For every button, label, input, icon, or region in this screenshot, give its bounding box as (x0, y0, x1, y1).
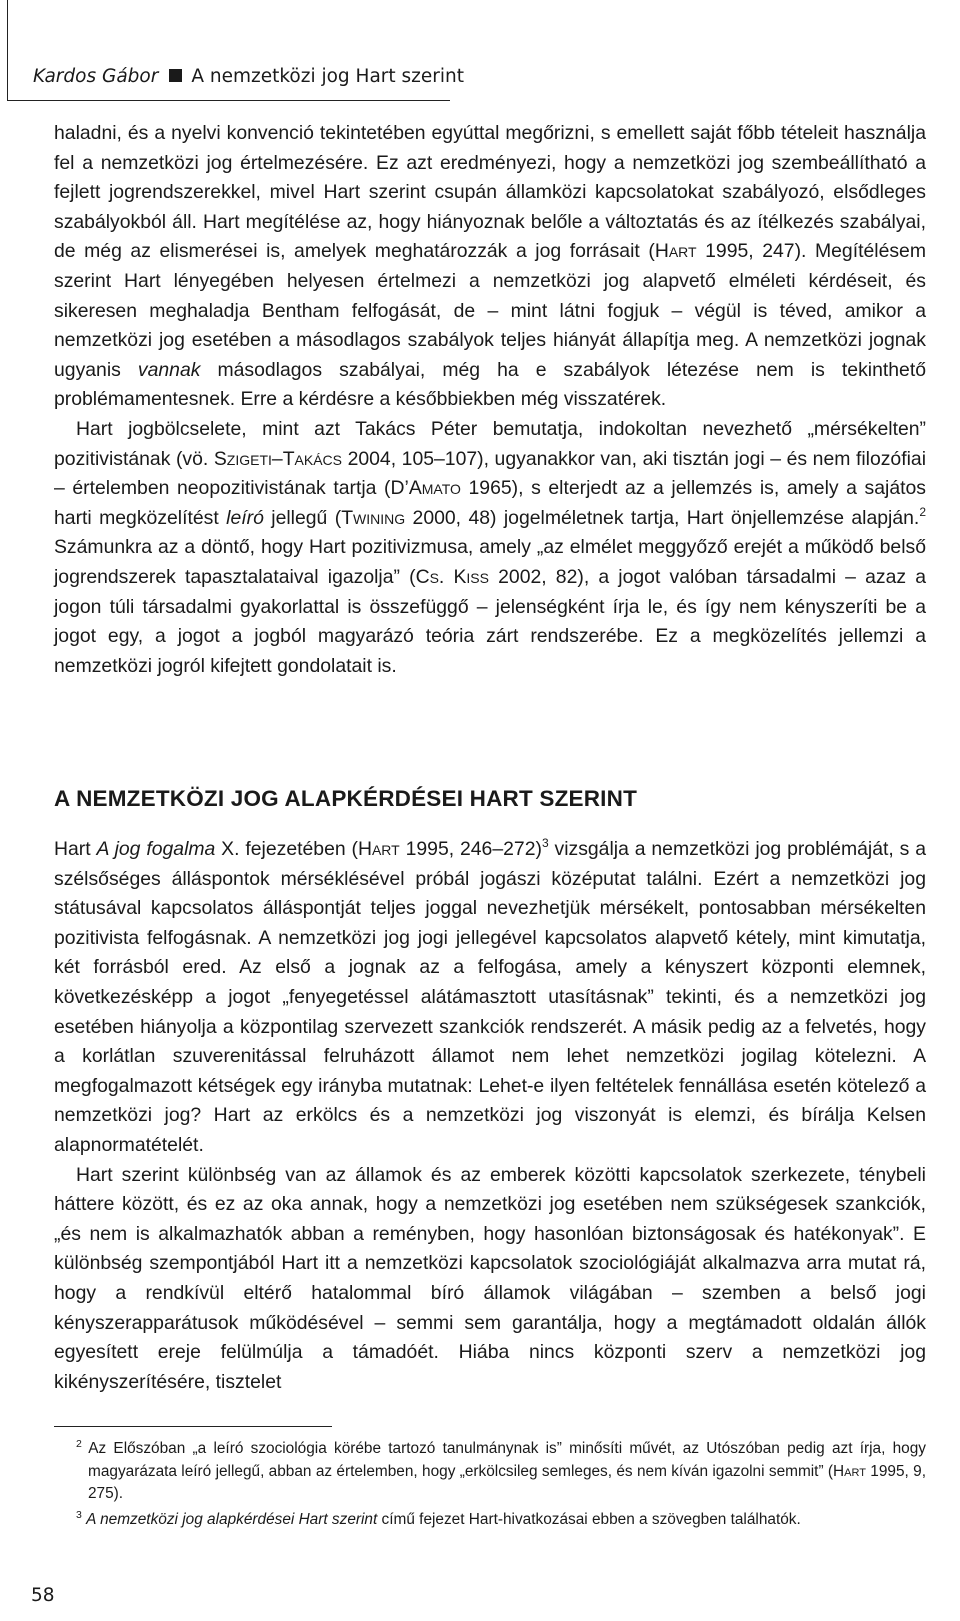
section-heading: A NEMZETKÖZI JOG ALAPKÉRDÉSEI HART SZERINT (54, 786, 638, 811)
paragraph-3 (54, 835, 926, 1161)
header-author: Kardos Gábor (33, 66, 159, 87)
header-vertical-rule (7, 0, 8, 100)
emphasis-vannak: vannak (137, 358, 201, 381)
footnote-ref-2[interactable]: 2 (919, 504, 927, 519)
footnote-rule (54, 1426, 332, 1427)
p2-text-b: 2004, 105–107), ugyanakkor van, aki tisztán jogi – és nem filozófiai – értelemben neopozitivistának tartja (D’ (54, 447, 927, 500)
p3-text-d: vizsgálja a nemzetközi jog problémáját, s a szélsőséges álláspontok mérséklésével próbál jogászi középutat találni. Ezért a nemzetközi jog státusával kapcsolatos álláspontját teljes joggal nevezhetjük mérsékelt, pontosabban mérsékelten pozitivista felfogásnak. A nemzetközi jog jogi jellegével kapcsolatos alapvető kétely, mint kimutatja, két forrásból ered. Az első a jognak az a felfogása, amely a kényszert központi elemnek, következésképp a jogot „fenyegetéssel alátámasztott utasításnak” tekinti, és a nemzetközi jog esetében hiányolja a központilag szervezett szankciók rendszerét. A másik pedig az a felvetés, hogy a korlátlan szuverenitással felruházott államot nem lehet nemzetközi jogilag kötelezni. A megfogalmazott kétségek egy irányba mutatnak: Lehet-e ilyen feltételek fennállása esetén kötelező a nemzetközi jog? Hart az erkölcs és a nemzetközi jog viszonyát is elemzi, és bírálja Kelsen alapnormatételét. (54, 838, 926, 1156)
footnote-2 (54, 1438, 926, 1506)
p2-text-c: 1965), s elterjedt az a jellemzés is, amely a sajátos harti megközelítést (54, 477, 926, 529)
footnote-3-title: A nemzetközi jog alapkérdései Hart szerint (86, 1510, 378, 1528)
p1-text-b: 1995, 247). Megítélésem szerint Hart lényegében helyesen értelmezi a nemzetközi jog alapvető elméleti kérdéseit, és sikeresen meghaladja Bentham felfogását, de – mint látni fogjuk – végül is téved, amikor a nemzetközi jog esetében a másodlagos szabályok teljes hiányát állapítja meg. A nemzetközi jognak ugyanis (54, 240, 926, 381)
p1-text-a: haladni, és a nyelvi konvenció tekintetében egyúttal megőrizni, s emellett saját főbb tételeit használja fel a nemzetközi jog értelmezésére. Ez azt eredményezi, hogy a nemzetközi jog szembeállítható a fejlett jogrendszerekkel, mivel Hart szerint csupán államközi kapcsolatokat szabályozó, elsődleges szabályokból áll. Hart megítélése az, hogy hiányoznak belőle a változtatás és az ítélkezés szabályai, de még az elismerései is, amelyek meghatározzák a jog forrásait ( (54, 122, 926, 263)
p3-text-a: Hart (54, 838, 97, 860)
emphasis-leiro: leíró (226, 506, 264, 529)
citation-kiss: Cs. Kiss (415, 565, 489, 588)
body-text-section (54, 835, 926, 1397)
p2-text-g: 2002, 82), a jogot valóban társadalmi – azaz a jogon túli társadalmi gyakorlattal is összefüggő – jelenségként írja le, és így nem kényszeríti be a jogot egy, a jogot a jogból magyarázó teória zárt rendszerébe. Ez a megközelítés jellemzi a nemzetközi jogról kifejtett gondolatait is. (54, 565, 927, 677)
citation-hart: Hart (654, 240, 697, 263)
p2-text-d: jellegű ( (263, 506, 342, 529)
footnote-2-text-a: Az Előszóban „a leíró szociológia körébe tartozó tanulmánynak is” minősíti művét, az Utószóban pedig azt írja, hogy magyarázata leíró jellegű, abban az értelemben, hogy „erkölcsileg semleges, és nem kíván igazolni semmit” ( (88, 1440, 926, 1480)
p3-text-c: 1995, 246–272) (399, 838, 542, 860)
footnote-2-citation: Hart (833, 1462, 866, 1480)
body-text-top (54, 119, 926, 681)
citation-twining: Twining (341, 506, 406, 529)
p1-text-c: másodlagos szabályai, még ha e szabályok létezése nem is tekinthető problémamentesnek. Erre a kérdésre a későbbiekben még visszatérek. (54, 358, 926, 411)
square-bullet-icon (169, 69, 182, 82)
page-number: 58 (31, 1585, 55, 1606)
citation-amato: Amato (408, 477, 461, 500)
footnote-ref-3[interactable]: 3 (541, 836, 549, 850)
footnote-2-text-b: 1995, 9, 275). (88, 1462, 926, 1502)
paragraph-1 (54, 119, 926, 415)
footnotes (54, 1438, 926, 1534)
paragraph-2 (54, 415, 926, 681)
citation-takacs: Takács (282, 447, 343, 470)
citation-dash: – (271, 447, 283, 470)
p3-text-b: X. fejezetében ( (215, 838, 358, 860)
footnote-2-number: 2 (76, 1438, 82, 1450)
citation-hart-2: Hart (357, 838, 400, 860)
footnote-3-number: 3 (76, 1508, 82, 1521)
citation-szigeti: Szigeti (213, 447, 272, 470)
running-header (33, 66, 464, 87)
paragraph-4: Hart szerint különbség van az államok és az emberek közötti kapcsolatok szerkezete, ténybeli háttere között, és ez az oka annak, hogy a nemzetközi jog esetében nem szükségesek szankciók, „és nem is alkalmazhatók abban a reményben, hogy hasonlóan biztonságosak és hatékonyak”. E különbség szempontjából Hart itt a nemzetközi kapcsolatok szociológiáját alkalmazva arra mutat rá, hogy a rendkívül eltérő hatalommal bíró államok világában – szemben a belső jogi kényszerapparátusok működésével – semmi sem garantálja, hogy a megtámadott oldalán állók egyesített ereje felülmúlja a támadóét. Hiába nincs központi szerv a nemzetközi jog kikényszerítésére, tisztelet (54, 1163, 926, 1393)
p2-text-a: Hart jogbölcselete, mint azt Takács Péter bemutatja, indokoltan nevezhető „mérsékelten” pozitivistának (vö. (54, 417, 926, 470)
p2-text-e: 2000, 48) jogelméletnek tartja, Hart önjellemzése alapján. (405, 506, 920, 529)
header-horizontal-rule (7, 100, 450, 101)
book-title: A jog fogalma (96, 838, 216, 860)
footnote-3-text: című fejezet Hart-hivatkozásai ebben a szövegben találhatók. (377, 1510, 801, 1528)
header-title: A nemzetközi jog Hart szerint (191, 66, 464, 87)
p2-text-f: Számunkra az a döntő, hogy Hart pozitivizmusa, amely „az elmélet meggyőző erejét a működő belső jogrendszerek tapasztalataival igazolja” ( (54, 536, 926, 588)
footnote-3 (54, 1509, 926, 1532)
